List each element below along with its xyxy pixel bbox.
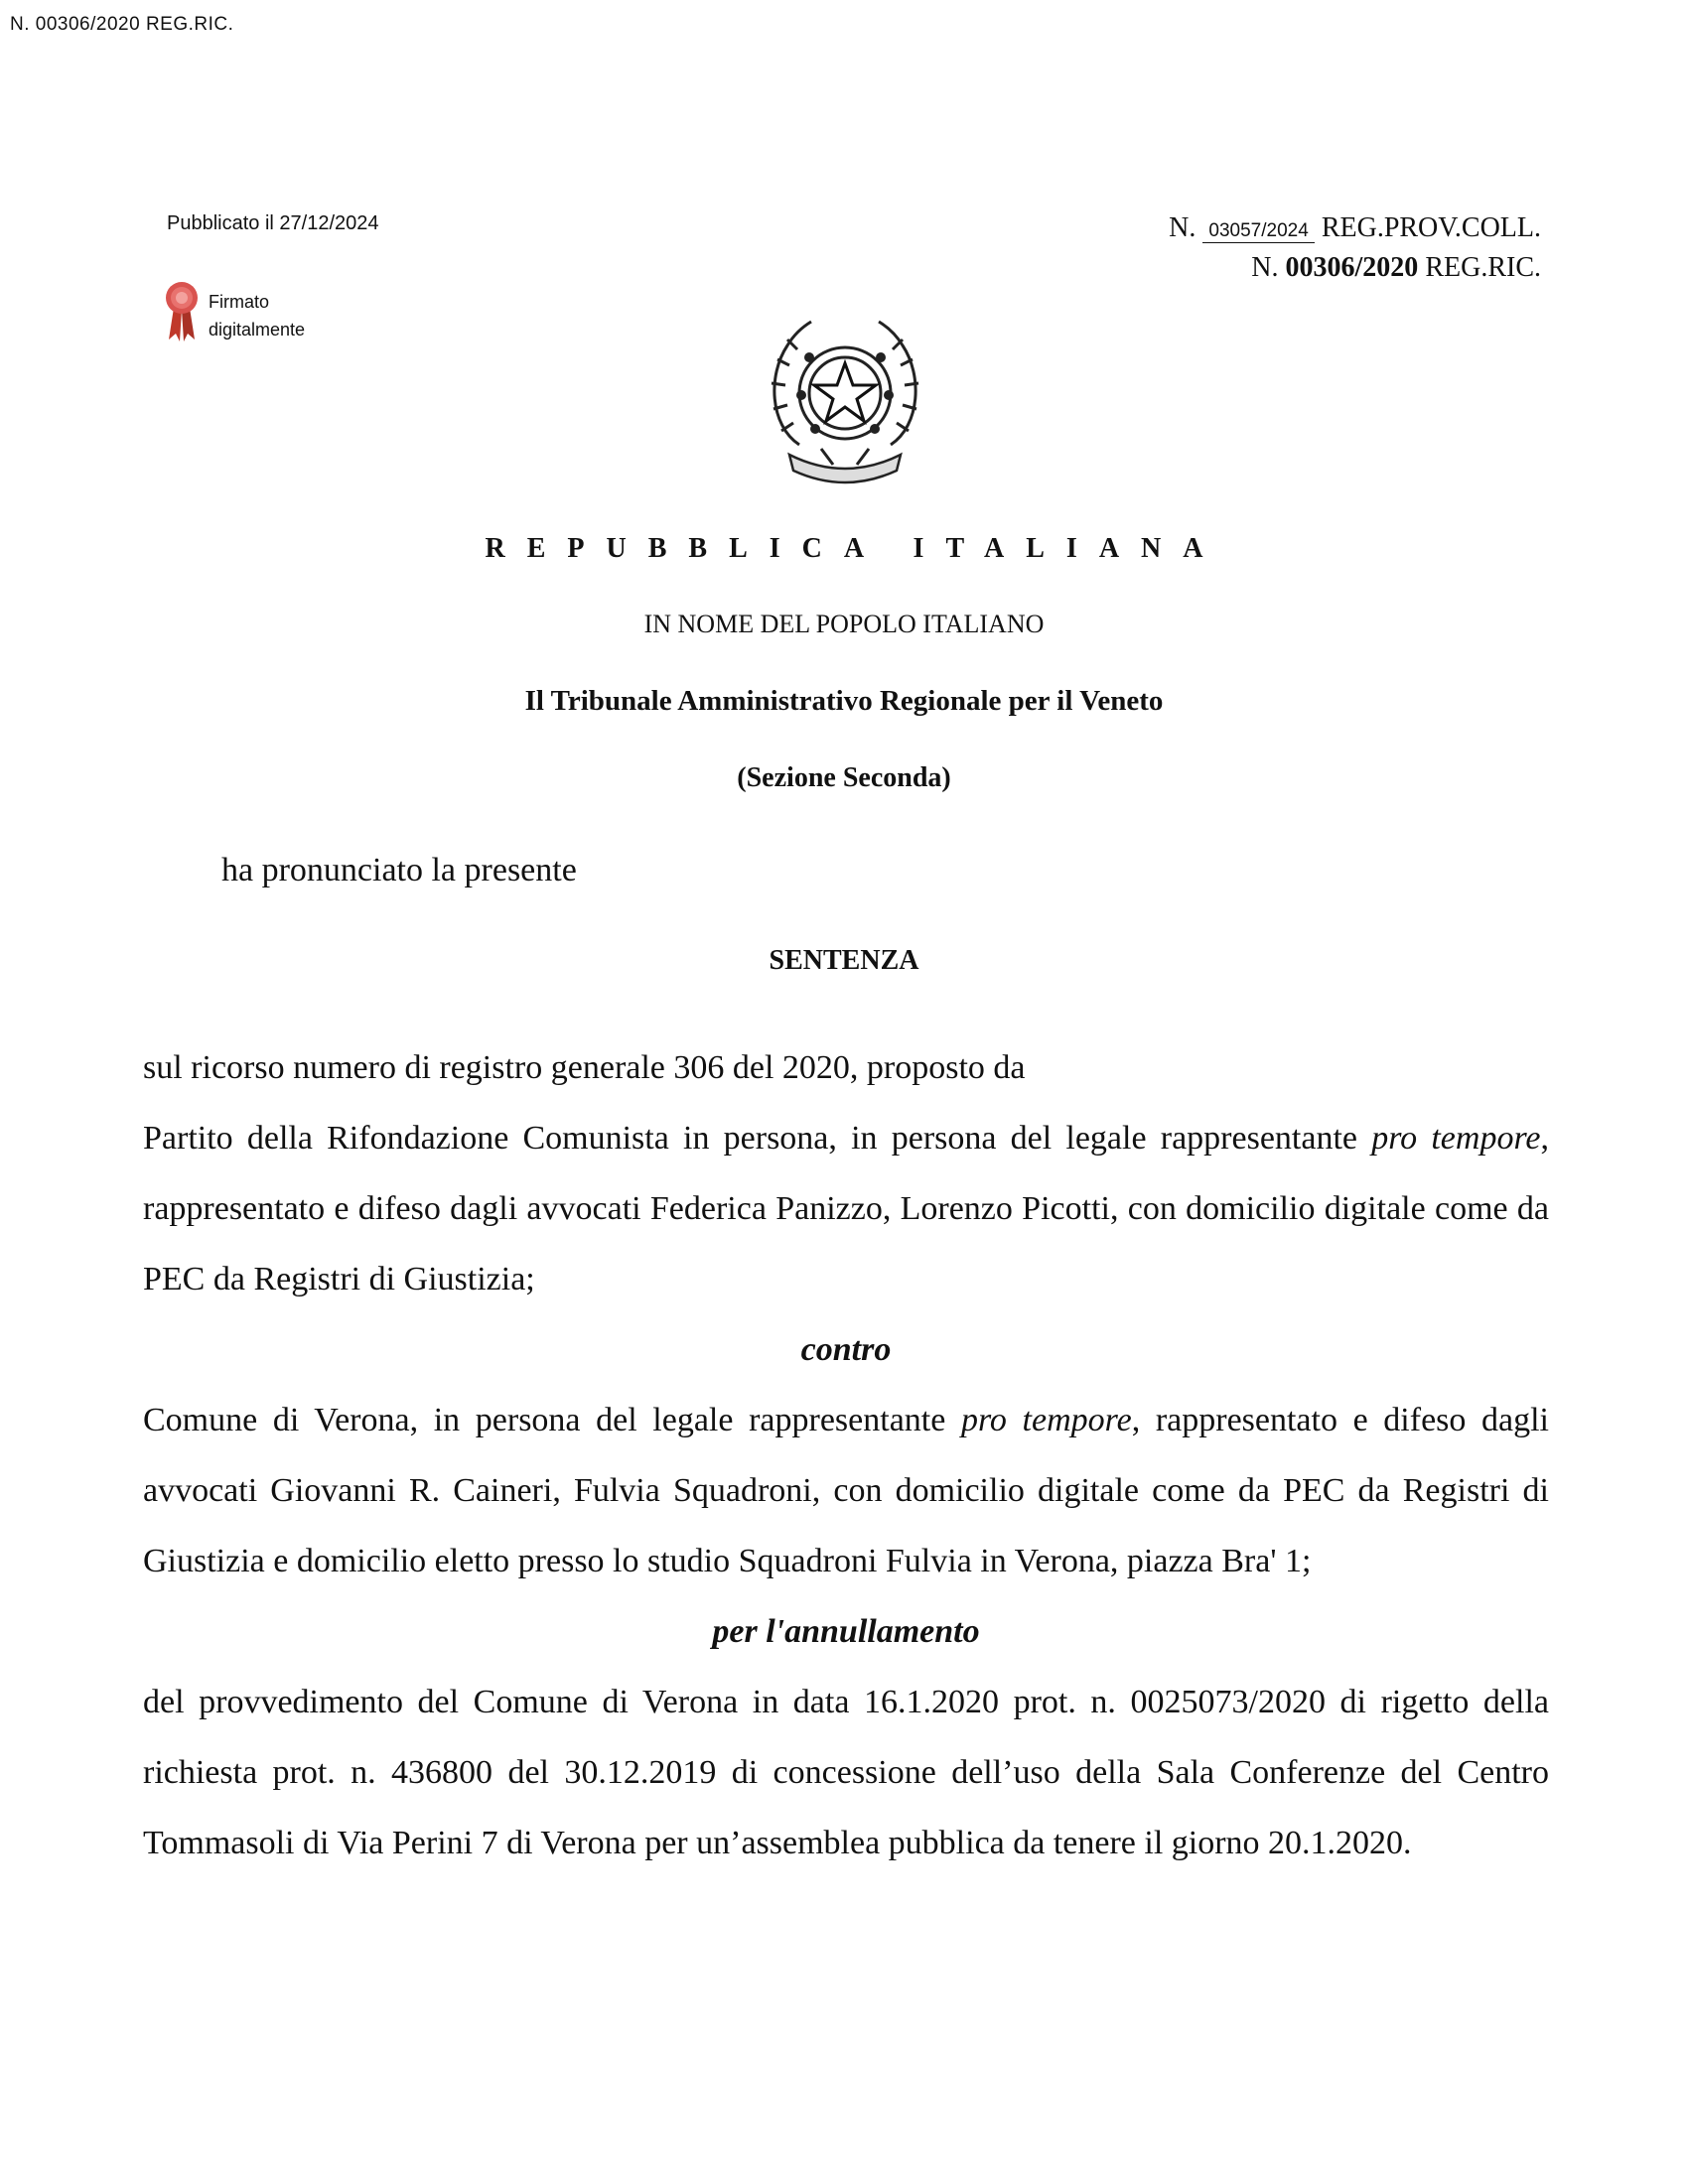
appellant-text: Partito della Rifondazione Comunista in persona, in persona del legale rappresentante bbox=[143, 1120, 1372, 1157]
paragraph-appellant bbox=[143, 1103, 1549, 1314]
registry-line-ric bbox=[1169, 248, 1541, 288]
registry-line-prov bbox=[1169, 208, 1541, 248]
registry-year: 2024 bbox=[1266, 220, 1309, 241]
registry-ric-number: 00306/2020 bbox=[1285, 252, 1419, 283]
respondent-text-end: , rappresentato e difeso dagli avvocati Giovanni R. Caineri, Fulvia Squadroni, con domicilio digitale come da PEC da Registri di Giustizia e domicilio eletto presso lo studio Squadroni Fulvia in Verona, piazza Bra' 1; bbox=[143, 1402, 1549, 1579]
digital-seal-icon bbox=[165, 280, 199, 343]
heading-contro: contro bbox=[800, 1331, 892, 1368]
publication-date: Pubblicato il 27/12/2024 bbox=[167, 212, 379, 234]
signature-line-2: digitalmente bbox=[209, 320, 306, 340]
in-name-heading: IN NOME DEL POPOLO ITALIANO bbox=[643, 610, 1045, 638]
heading-annulment: per l'annullamento bbox=[712, 1613, 980, 1650]
registry-number: 03057 bbox=[1208, 220, 1262, 241]
respondent-italic: pro tempore bbox=[960, 1402, 1132, 1438]
registry-separator: / bbox=[1261, 220, 1267, 241]
emblem-of-italy-icon bbox=[760, 306, 930, 492]
registry-ric-prefix: N. bbox=[1251, 252, 1279, 283]
registry-ric-suffix: REG.RIC. bbox=[1425, 252, 1541, 283]
sentence-title: SENTENZA bbox=[769, 945, 919, 976]
registry-numbers bbox=[1169, 208, 1541, 288]
document-header-mark: N. 00306/2020 REG.RIC. bbox=[10, 14, 234, 35]
paragraph-object: del provvedimento del Comune di Verona in data 16.1.2020 prot. n. 0025073/2020 di rigetto della richiesta prot. n. 436800 del 30.12.2019 di concessione dell’uso della Sala Conferenze del Centro Tommasoli di Via Perini 7 di Verona per un’assemblea pubblica da tenere il giorno 20.1.2020. bbox=[143, 1684, 1549, 1861]
appellant-text-end: , rappresentato e difeso dagli avvocati Federica Panizzo, Lorenzo Picotti, con domicilio digitale come da PEC da Registri di Giustizia; bbox=[143, 1120, 1550, 1297]
appellant-italic: pro tempore bbox=[1371, 1120, 1541, 1157]
registry-suffix: REG.PROV.COLL. bbox=[1321, 212, 1541, 243]
pronounced-line: ha pronunciato la presente bbox=[221, 852, 577, 888]
paragraph-appeal: sul ricorso numero di registro generale 306 del 2020, proposto da bbox=[143, 1049, 1026, 1086]
registry-number-field bbox=[1202, 220, 1314, 243]
paragraph-respondent bbox=[143, 1385, 1549, 1596]
respondent-text: Comune di Verona, in persona del legale rappresentante bbox=[143, 1402, 961, 1438]
republic-title: REPUBBLICA ITALIANA bbox=[485, 533, 1225, 564]
sentence-body bbox=[143, 1032, 1549, 1878]
court-name: Il Tribunale Amministrativo Regionale per il Veneto bbox=[524, 685, 1164, 717]
digital-signature-label bbox=[209, 288, 305, 343]
signature-line-1: Firmato bbox=[209, 292, 270, 312]
court-section: (Sezione Seconda) bbox=[737, 762, 951, 793]
registry-prefix: N. bbox=[1169, 212, 1196, 243]
